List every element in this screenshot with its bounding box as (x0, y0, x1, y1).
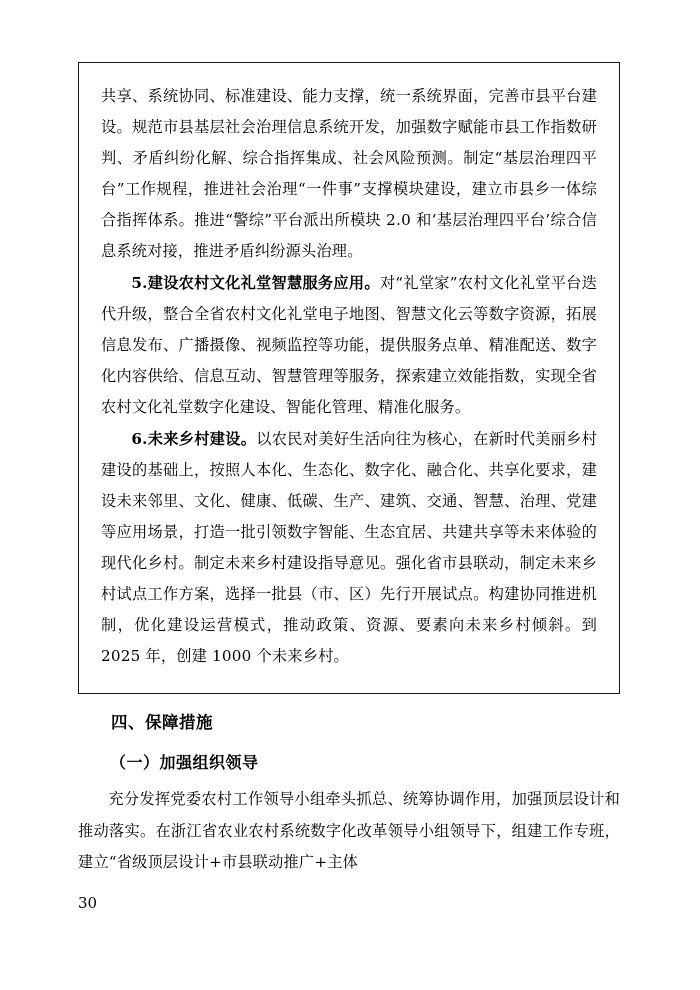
paragraph-item-6 (101, 424, 597, 672)
subsection-heading-one: （一）加强组织领导 (110, 753, 259, 772)
paragraph-item-5-lead: 5.建设农村文化礼堂智慧服务应用。 (131, 274, 380, 292)
paragraph-item-6-text: 以农民对美好生活向往为核心，在新时代美丽乡村建设的基础上，按照人本化、生态化、数字化、融合化、共享化要求，建设未来邻里、文化、健康、低碳、生产、建筑、交通、智慧、治理、党建等应用场景，打造一批引领数字智能、生态宜居、共建共享等未来体验的现代化乡村。制定未来乡村建设指导意见。强化省市县联动，制定未来乡村试点工作方案，选择一批县（市、区）先行开展试点。构建协同推进机制，优化建设运营模式，推动政策、资源、要素向未来乡村倾斜。到 2025 年，创建 1000 个未来乡村。 (101, 430, 597, 665)
paragraph-item-6-lead: 6.未来乡村建设。 (131, 430, 257, 448)
section-content (78, 706, 620, 879)
paragraph-item-5 (101, 268, 597, 423)
paragraph-continued: 共享、系统协同、标准建设、能力支撑，统一系统界面，完善市县平台建设。规范市县基层社会治理信息系统开发，加强数字赋能市县工作指数研判、矛盾纠纷化解、综合指挥集成、社会风险预测。制定“基层治理四平台”工作规程，推进社会治理“一件事”支撑模块建设，建立市县乡一体综合指挥体系。推进“警综”平台派出所模块 2.0 和‘基层治理四平台’综合信息系统对接，推进矛盾纠纷源头治理。 (101, 87, 597, 260)
page-number: 30 (78, 894, 98, 912)
paragraph-item-5-text: 对“礼堂家”农村文化礼堂平台迭代升级，整合全省农村文化礼堂电子地图、智慧文化云等数字资源，拓展信息发布、广播摄像、视频监控等功能，提供服务点单、精准配送、数字化内容供给、信息互动、智慧管理等服务，探索建立效能指数，实现全省农村文化礼堂数字化建设、智能化管理、精准化服务。 (101, 274, 597, 416)
section-heading-four: 四、保障措施 (111, 713, 213, 732)
boxed-content-region (78, 62, 620, 694)
subsection-body-one: 充分发挥党委农村工作领导小组牵头抓总、统筹协调作用，加强顶层设计和推动落实。在浙江省农业农村系统数字化改革领导小组领导下，组建工作专班，建立“省级顶层设计+市县联动推广+主体 (78, 790, 620, 871)
